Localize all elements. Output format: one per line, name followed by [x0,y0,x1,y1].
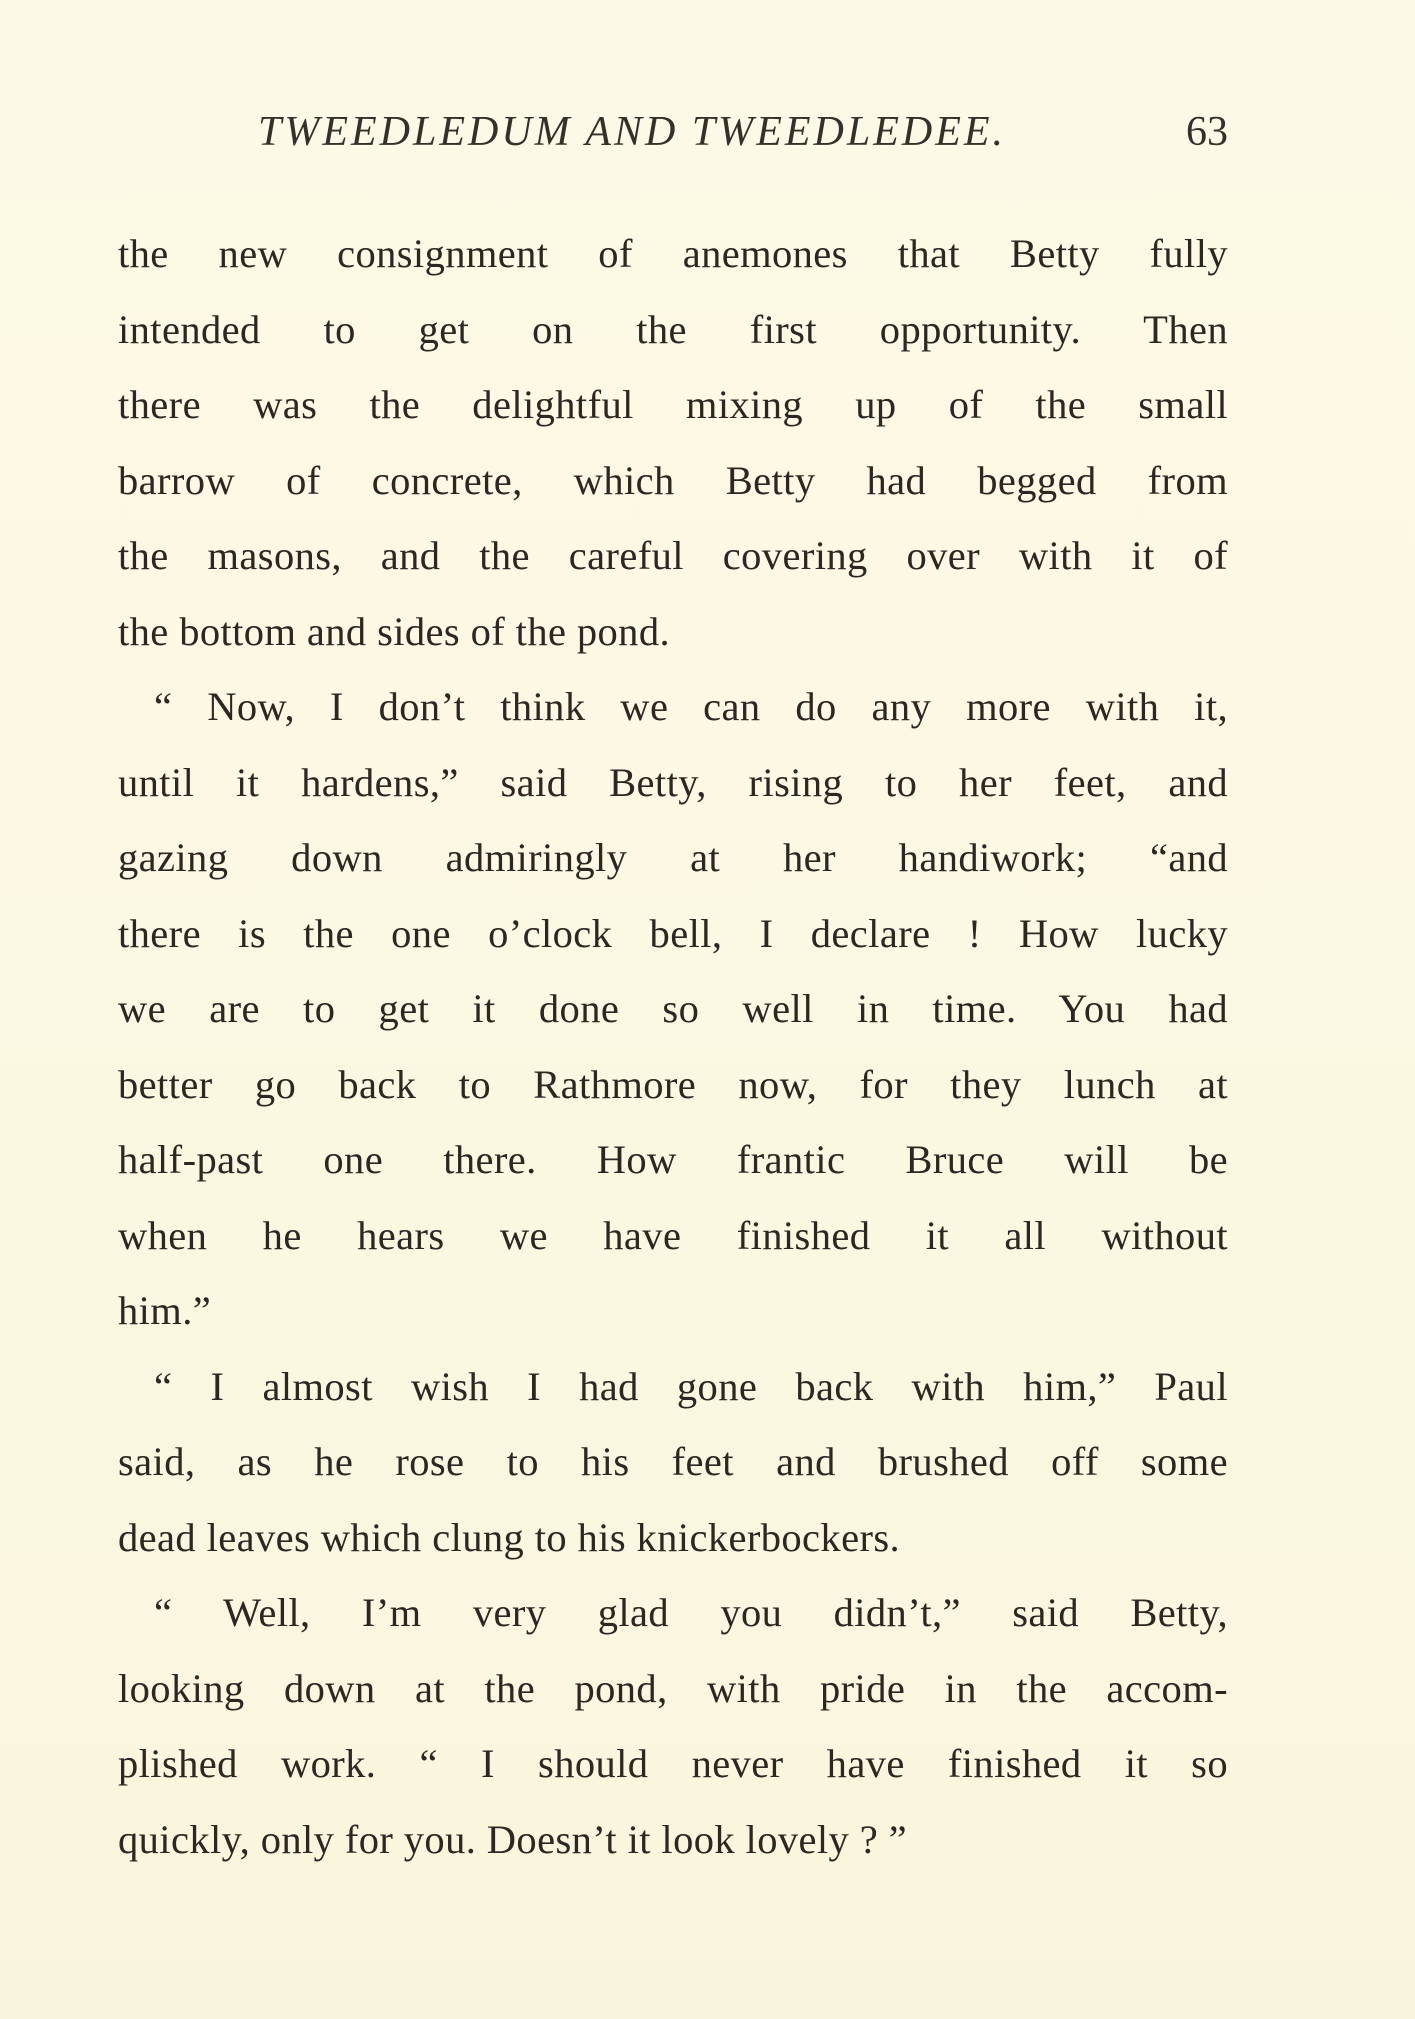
text-line: gazing down admiringly at her handiwork; “and [118,835,1228,880]
text-line: there is the one o’clock bell, I declare ! How lucky [118,910,1228,956]
text-line: looking down at the pond, with pride in the accom- [118,1665,1228,1711]
text-line: better go back to Rathmore now, for they lunch at [118,1061,1228,1107]
page-number: 63 [1186,109,1228,155]
text-line: barrow of concrete, which Betty had begged from [118,457,1228,503]
body-text [118,216,1228,1877]
text-line: there was the delightful mixing up of the small [118,382,1228,427]
text-line: the bottom and sides of the pond. [118,608,671,654]
text-line: “ I almost wish I had gone back with him,” Paul [154,1363,1228,1409]
text-line: dead leaves which clung to his knickerbockers. [118,1514,901,1560]
text-line: him.” [118,1288,212,1333]
text-line: the new consignment of anemones that Betty fully [118,231,1228,276]
running-head [118,108,1228,168]
text-line: when he hears we have finished it all without [118,1212,1228,1258]
text-line: until it hardens,” said Betty, rising to her feet, and [118,759,1228,805]
text-line: “ Well, I’m very glad you didn’t,” said Betty, [154,1590,1228,1635]
text-line: “ Now, I don’t think we can do any more with it, [154,684,1228,729]
running-title: TWEEDLEDUM AND TWEEDLEDEE. [258,109,1007,155]
text-line: half-past one there. How frantic Bruce will be [118,1137,1228,1182]
text-line: intended to get on the first opportunity. Then [118,306,1228,352]
text-line: we are to get it done so well in time. You had [118,986,1228,1031]
text-line: quickly, only for you. Doesn’t it look lovely ? ” [118,1816,907,1862]
text-line: plished work. “ I should never have finished it so [118,1741,1228,1786]
text-line: the masons, and the careful covering over with it of [118,533,1228,578]
text-line: said, as he rose to his feet and brushed off some [118,1439,1228,1484]
